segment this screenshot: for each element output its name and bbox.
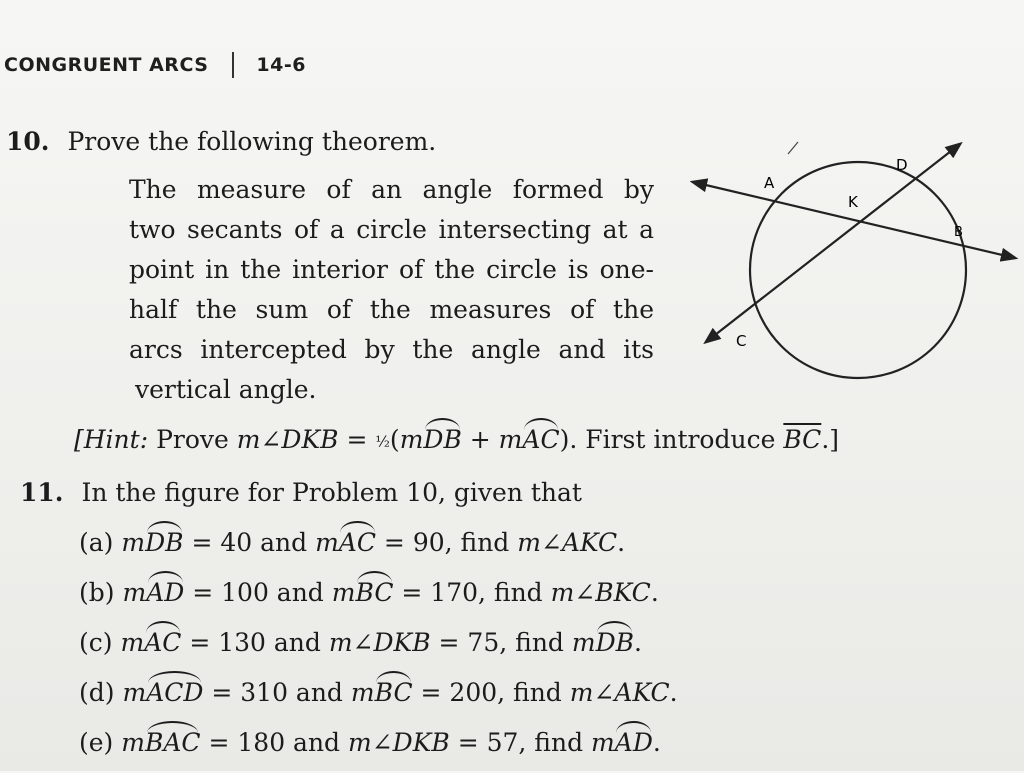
item-end: . [650, 578, 659, 607]
item-m: m [591, 728, 615, 757]
stray-mark [788, 142, 798, 154]
theorem-line: point in the interior of the circle is one- [129, 255, 654, 284]
problem-10-intro: Prove the following theorem. [67, 127, 437, 156]
circle [750, 162, 966, 378]
item-m: m [121, 728, 145, 757]
list-item [79, 523, 678, 573]
hint-label: [Hint: [74, 425, 157, 454]
item-m: m [331, 578, 356, 607]
item-value: = 90, find [375, 528, 518, 557]
theorem-line: two secants of a circle intersecting at a [129, 215, 654, 244]
item-arc: DB [145, 523, 183, 563]
item-arc: BC [355, 573, 393, 613]
item-arc: ACD [146, 673, 203, 713]
item-tag: (a) [79, 528, 114, 557]
secant-circle-figure [690, 130, 1020, 430]
item-tag: (c) [79, 628, 113, 657]
item-target: m∠AKC [517, 528, 618, 557]
list-item [79, 573, 678, 623]
item-value: = 40 and [183, 528, 316, 557]
item-arc: AC [144, 623, 181, 663]
theorem-line: arcs intercepted by the angle and its [129, 335, 654, 364]
item-m: m [315, 528, 339, 557]
item-value: = 200, find [412, 678, 570, 707]
hint-close: .] [821, 425, 840, 454]
hint-arc-db: DB [423, 420, 461, 460]
item-m: m [122, 678, 147, 707]
theorem-line: half the sum of the measures of the [129, 295, 654, 324]
hint-eq: = [338, 425, 376, 454]
hint-segment-bc: $\overline{BC}$ [783, 425, 822, 454]
label-b: B [954, 225, 963, 240]
item-tag: (b) [79, 578, 115, 607]
problem-10-heading [6, 122, 436, 162]
problem-11-intro: In the figure for Problem 10, given that [81, 478, 582, 507]
item-m: m [122, 578, 147, 607]
item-value: = 100 and [184, 578, 332, 607]
theorem-line: The measure of an angle formed by [129, 175, 654, 204]
item-value: = 75, find [430, 628, 572, 657]
hint-m: m [498, 425, 523, 454]
hint-m: m [399, 425, 424, 454]
item-arc: BAC [145, 723, 201, 763]
item-value: = 310 and [203, 678, 351, 707]
item-angle: m∠DKB [348, 728, 450, 757]
hint-angle: m∠DKB [236, 425, 339, 454]
item-value: = 57, find [449, 728, 592, 757]
hint-tail: First introduce [577, 425, 784, 454]
section-number: 14-6 [256, 54, 306, 76]
label-d: D [896, 156, 908, 174]
label-a: A [764, 174, 775, 192]
hint-plus: + [461, 425, 499, 454]
list-item [79, 723, 678, 773]
hint-arc-ac: AC [522, 420, 559, 460]
label-c: C [736, 332, 747, 350]
item-value: = 130 and [181, 628, 329, 657]
label-k: K [848, 193, 858, 211]
item-tag: (e) [79, 728, 114, 757]
item-end: . [634, 628, 642, 657]
hint-paren: ( [389, 425, 400, 454]
problem-11-items [79, 523, 678, 773]
header-divider [232, 52, 234, 78]
item-value: = 180 and [200, 728, 349, 757]
problem-10-number: 10. [6, 127, 50, 156]
item-target: m∠AKC [569, 678, 670, 707]
item-target: m∠BKC [550, 578, 651, 607]
secant-cd [706, 144, 960, 342]
hint-half: ½ [375, 432, 390, 451]
list-item [79, 673, 678, 723]
item-value: = 170, find [393, 578, 551, 607]
item-arc: AD [146, 573, 184, 613]
item-arc: AC [339, 523, 376, 563]
hint-prove: Prove [156, 425, 237, 454]
item-angle: m∠DKB [328, 628, 431, 657]
item-arc: BC [375, 673, 413, 713]
item-m: m [121, 528, 146, 557]
item-target-arc: AD [615, 723, 653, 763]
item-m: m [571, 628, 596, 657]
problem-11-number: 11. [20, 478, 64, 507]
list-item [79, 623, 678, 673]
item-end: . [652, 728, 661, 757]
hint-paren: ). [559, 425, 578, 454]
problem-11-heading [20, 473, 582, 513]
section-title: CONGRUENT ARCS [4, 54, 209, 76]
item-m: m [350, 678, 375, 707]
item-target-arc: DB [596, 623, 634, 663]
item-m: m [120, 628, 145, 657]
theorem-text [129, 170, 654, 410]
section-header [4, 52, 306, 78]
item-end: . [669, 678, 678, 707]
item-tag: (d) [79, 678, 115, 707]
theorem-line: vertical angle. [135, 375, 317, 404]
item-end: . [617, 528, 626, 557]
